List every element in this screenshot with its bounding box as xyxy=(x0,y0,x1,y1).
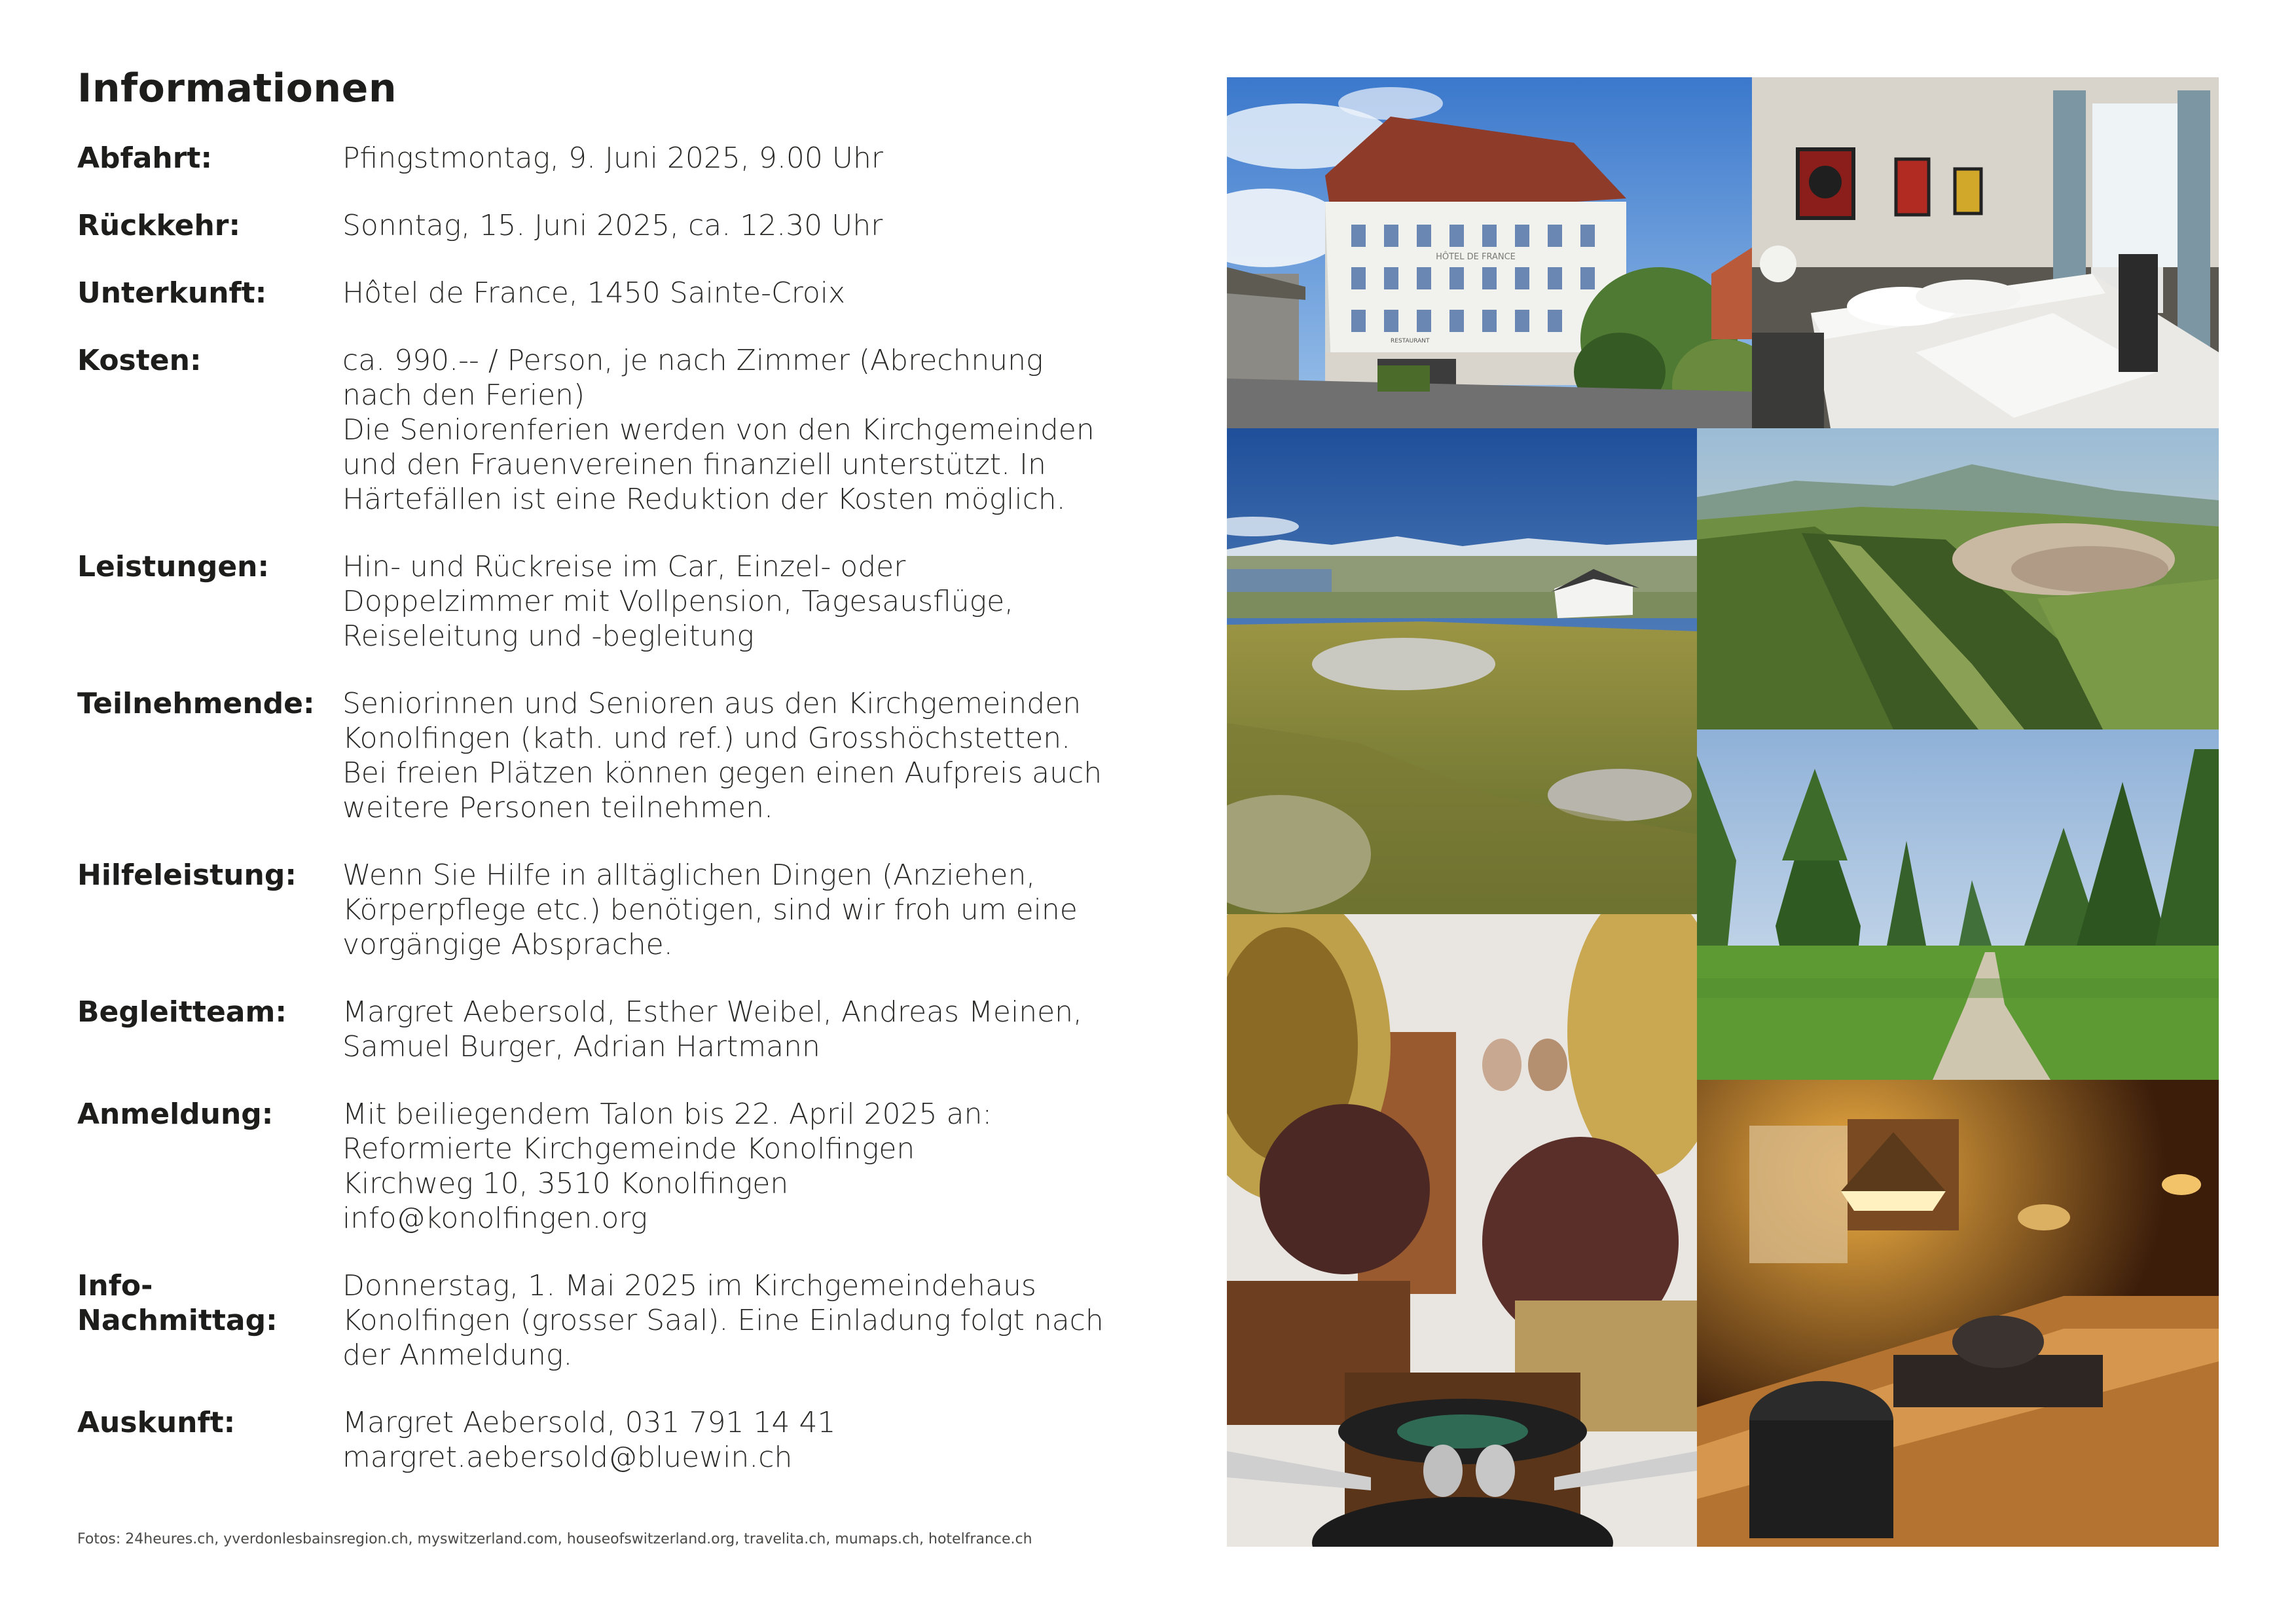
info-row xyxy=(77,858,1099,962)
info-value-line: info@konolfingen.org xyxy=(342,1202,647,1235)
info-value-line: Mit beiliegendem Talon bis 22. April 2025 an: xyxy=(342,1098,993,1131)
info-value-line: Körperpflege etc.) benötigen, sind wir froh um eine xyxy=(342,893,1078,927)
restaurant-sign-text: RESTAURANT xyxy=(1391,338,1430,344)
info-value-line: Hin- und Rückreise im Car, Einzel- oder xyxy=(342,550,906,583)
info-value-line: Doppelzimmer mit Vollpension, Tagesausflüge, xyxy=(342,585,1014,618)
info-value-line: Bei freien Plätzen können gegen einen Aufpreis auch xyxy=(342,756,1102,790)
info-value-line: Reformierte Kirchgemeinde Konolfingen xyxy=(342,1132,915,1166)
info-value xyxy=(342,1097,1099,1236)
info-value-line: Konolfingen (kath. und ref.) und Grosshöchstetten. xyxy=(342,722,1071,755)
info-value-line: Kirchweg 10, 3510 Konolfingen xyxy=(342,1167,789,1200)
info-value-line: Samuel Burger, Adrian Hartmann xyxy=(342,1030,820,1063)
info-value-line: weitere Personen teilnehmen. xyxy=(342,791,774,824)
info-value-line: Margret Aebersold, Esther Weibel, Andreas Meinen, xyxy=(342,995,1083,1029)
info-value-line: Wenn Sie Hilfe in alltäglichen Dingen (Anziehen, xyxy=(342,858,1036,892)
info-row xyxy=(77,549,1099,654)
info-row xyxy=(77,995,1099,1064)
photo-hotel-exterior xyxy=(1227,77,1752,428)
info-label: Begleitteam: xyxy=(77,995,287,1029)
info-row xyxy=(77,1097,1099,1236)
info-row xyxy=(77,343,1099,517)
info-value-line: Margret Aebersold, 031 791 14 41 xyxy=(342,1406,836,1439)
photo-gramophones xyxy=(1227,914,1697,1547)
info-label: Teilnehmende: xyxy=(77,687,315,720)
photo-aerial-valley xyxy=(1697,428,2219,729)
info-label: Unterkunft: xyxy=(77,276,267,310)
info-value-line: Donnerstag, 1. Mai 2025 im Kirchgemeindehaus xyxy=(342,1269,1036,1302)
info-value-line: nach den Ferien) xyxy=(342,378,585,412)
info-value-line: Pfingstmontag, 9. Juni 2025, 9.00 Uhr xyxy=(342,141,883,175)
info-label: Rückkehr: xyxy=(77,209,241,242)
info-value xyxy=(342,276,1099,310)
info-value xyxy=(342,686,1102,825)
info-value-line: Die Seniorenferien werden von den Kirchgemeinden xyxy=(342,413,1095,447)
info-label: Info-Nachmittag: xyxy=(77,1269,278,1337)
info-label: Auskunft: xyxy=(77,1406,236,1439)
info-value-line: Reiseleitung und -begleitung xyxy=(342,619,754,653)
photo-mountain-panorama xyxy=(1227,428,1697,914)
info-value-line: vorgängige Absprache. xyxy=(342,928,673,961)
info-value xyxy=(342,141,1099,175)
info-value xyxy=(342,549,1099,654)
info-value-line: Sonntag, 15. Juni 2025, ca. 12.30 Uhr xyxy=(342,209,883,242)
info-label: Leistungen: xyxy=(77,550,270,583)
info-value-line: Hôtel de France, 1450 Sainte-Croix xyxy=(342,276,846,310)
photo-hotel-room xyxy=(1752,77,2219,428)
info-row xyxy=(77,686,1102,825)
info-value xyxy=(342,208,1099,243)
info-value xyxy=(342,343,1099,517)
info-value-line: Seniorinnen und Senioren aus den Kirchgemeinden xyxy=(342,687,1082,720)
info-value-line: ca. 990.-- / Person, je nach Zimmer (Abrechnung xyxy=(342,344,1044,377)
info-value-line: und den Frauenvereinen finanziell unterstützt. In xyxy=(342,448,1046,481)
info-value-line: Konolfingen (grosser Saal). Eine Einladung folgt nach xyxy=(342,1304,1104,1337)
info-row xyxy=(77,276,1099,310)
info-row xyxy=(77,1405,1099,1475)
photo-watchmaker-workshop xyxy=(1697,1080,2219,1547)
info-value-line: der Anmeldung. xyxy=(342,1338,573,1372)
info-label: Kosten: xyxy=(77,344,202,377)
info-label: Abfahrt: xyxy=(77,141,213,175)
info-value-line: Härtefällen ist eine Reduktion der Kosten möglich. xyxy=(342,483,1066,516)
info-row xyxy=(77,141,1099,175)
photo-credits: Fotos: 24heures.ch, yverdonlesbainsregion.ch, myswitzerland.com, houseofswitzerland.org, travelita.ch, mumaps.ch, hotelfrance.ch xyxy=(77,1531,1032,1547)
info-row xyxy=(77,1268,1104,1373)
page-title: Informationen xyxy=(77,65,397,111)
info-list xyxy=(77,141,1104,1475)
info-label: Anmeldung: xyxy=(77,1098,274,1131)
info-value xyxy=(342,1405,1099,1475)
info-value xyxy=(342,995,1099,1064)
info-value xyxy=(342,1268,1104,1373)
photo-forest-path xyxy=(1697,729,2219,1080)
info-row xyxy=(77,208,1099,243)
info-value xyxy=(342,858,1099,962)
info-label: Hilfeleistung: xyxy=(77,858,297,892)
hotel-sign-text: HÔTEL DE FRANCE xyxy=(1436,252,1516,262)
info-value-line: margret.aebersold@bluewin.ch xyxy=(342,1441,793,1474)
